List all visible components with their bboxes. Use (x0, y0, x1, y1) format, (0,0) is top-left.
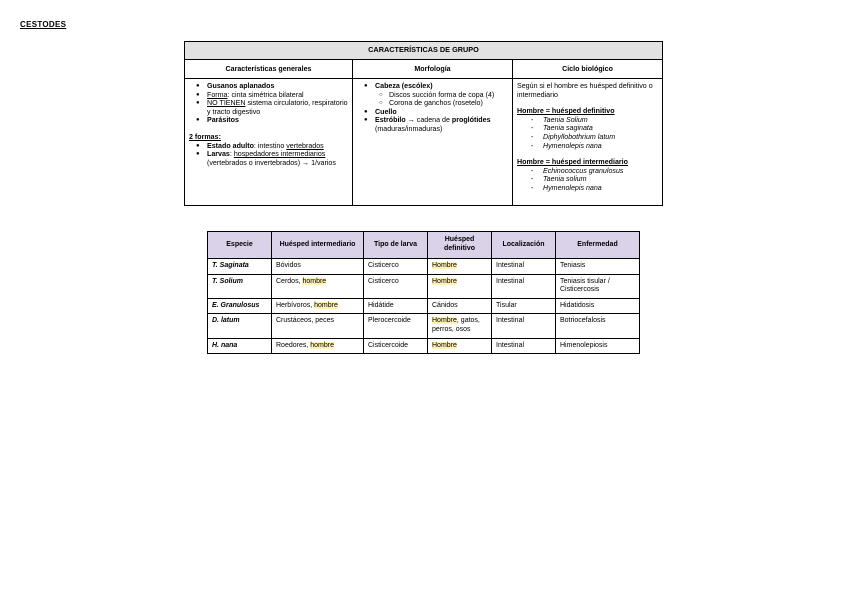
list-item: - Hymenolepis nana (543, 184, 658, 193)
intermediate-host-cell: Roedores, hombre (272, 338, 364, 354)
general-list (189, 82, 348, 125)
species-table (207, 231, 640, 354)
intermediate-host-title: Hombre = huésped intermediario (517, 158, 628, 167)
highlight: Hombre (432, 262, 457, 269)
list-item: ● Cuello (375, 108, 508, 117)
list-item: ● Gusanos aplanados (207, 82, 348, 91)
forms-list (189, 142, 348, 168)
intermediate-host-cell: Bóvidos (272, 259, 364, 275)
list-item: - Echinococcus granulosus (543, 167, 658, 176)
list-item: ● Cabeza (escólex) ○ Discos succión forma de copa (4) ○ Corona de ganchos (rosetelo) (375, 82, 508, 108)
header-cycle: Ciclo biológico (513, 60, 663, 79)
intermediate-host-cell: Herbívoros, hombre (272, 298, 364, 314)
definitive-host-list (517, 116, 658, 150)
table-row (208, 298, 640, 314)
intermediate-host-cell: Cerdos, hombre (272, 274, 364, 298)
species-cell: T. Saginata (208, 259, 272, 275)
species-table-body (208, 259, 640, 354)
column-header: Especie (208, 232, 272, 259)
column-header: Localización (492, 232, 556, 259)
highlight: hombre (302, 277, 327, 285)
location-cell: Intestinal (492, 259, 556, 275)
list-item: - Taenia Solium (543, 116, 658, 125)
definitive-host-cell (428, 274, 492, 298)
list-item: ● Larvas: hospedadores intermediarios (vertebrados o invertebrados) → 1/varios (207, 150, 348, 167)
location-cell: Intestinal (492, 274, 556, 298)
group-characteristics-table (184, 41, 663, 206)
column-header: Huésped intermediario (272, 232, 364, 259)
list-item: ○ Corona de ganchos (rosetelo) (389, 99, 508, 108)
header-general: Características generales (185, 60, 353, 79)
location-cell: Intestinal (492, 314, 556, 338)
highlight: Hombre (432, 277, 457, 285)
list-item: ● Estróbilo → cadena de proglótides (maduras/inmaduras) (375, 116, 508, 133)
species-cell: T. Solium (208, 274, 272, 298)
table-row (208, 274, 640, 298)
highlight: hombre (310, 341, 334, 349)
disease-cell: Teniasis tisular / Cisticercosis (556, 274, 640, 298)
larva-type-cell: Cisticerco (364, 274, 428, 298)
list-item: - Taenia saginata (543, 124, 658, 133)
definitive-host-cell: Hombre, gatos, perros, osos (428, 314, 492, 338)
larva-type-cell: Hidátide (364, 298, 428, 314)
table-row (208, 314, 640, 338)
highlight: Hombre (432, 341, 457, 349)
definitive-host-cell (428, 338, 492, 354)
forms-title: 2 formas: (189, 132, 221, 141)
column-header: Huésped definitivo (428, 232, 492, 259)
column-header: Tipo de larva (364, 232, 428, 259)
list-item: - Taenia solium (543, 175, 658, 184)
table-header-row (208, 232, 640, 259)
head-sublist (375, 91, 508, 108)
table-row (208, 259, 640, 275)
larva-type-cell: Cisticercoide (364, 338, 428, 354)
larva-type-cell: Cisticerco (364, 259, 428, 275)
cycle-intro: Según si el hombre es huésped definitivo o intermediario (517, 82, 653, 99)
species-cell: D. latum (208, 314, 272, 338)
definitive-host-cell: Cánidos (428, 298, 492, 314)
list-item: ○ Discos succión forma de copa (4) (389, 91, 508, 100)
list-item: ● Forma: cinta simétrica bilateral (207, 91, 348, 100)
disease-cell: Hidatidosis (556, 298, 640, 314)
highlight: Hombre (432, 317, 457, 325)
species-cell: E. Granulosus (208, 298, 272, 314)
disease-cell: Teniasis (556, 259, 640, 275)
definitive-host-cell (428, 259, 492, 275)
highlight: hombre (314, 301, 338, 309)
group-table-title: CARACTERÍSTICAS DE GRUPO (185, 42, 663, 60)
definitive-host-title: Hombre = huésped definitivo (517, 107, 615, 116)
header-morphology: Morfología (353, 60, 513, 79)
list-item: - Diphyllobothrium latum (543, 133, 658, 142)
location-cell: Tisular (492, 298, 556, 314)
intermediate-host-list (517, 167, 658, 193)
morphology-list (357, 82, 508, 134)
page-title: CESTODES (20, 20, 67, 29)
disease-cell: Botriocefalosis (556, 314, 640, 338)
morphology-cell (353, 79, 513, 206)
list-item: ● Estado adulto: intestino vertebrados (207, 142, 348, 151)
general-characteristics-cell (185, 79, 353, 206)
larva-type-cell: Plerocercoide (364, 314, 428, 338)
list-item: - Hymenolepis nana (543, 142, 658, 151)
list-item: ● NO TIENEN sistema circulatorio, respiratorio y tracto digestivo (207, 99, 348, 116)
species-cell: H. nana (208, 338, 272, 354)
table-row (208, 338, 640, 354)
column-header: Enfermedad (556, 232, 640, 259)
biological-cycle-cell (513, 79, 663, 206)
intermediate-host-cell: Crustáceos, peces (272, 314, 364, 338)
location-cell: Intestinal (492, 338, 556, 354)
list-item: ● Parásitos (207, 116, 348, 125)
disease-cell: Himenolepiosis (556, 338, 640, 354)
